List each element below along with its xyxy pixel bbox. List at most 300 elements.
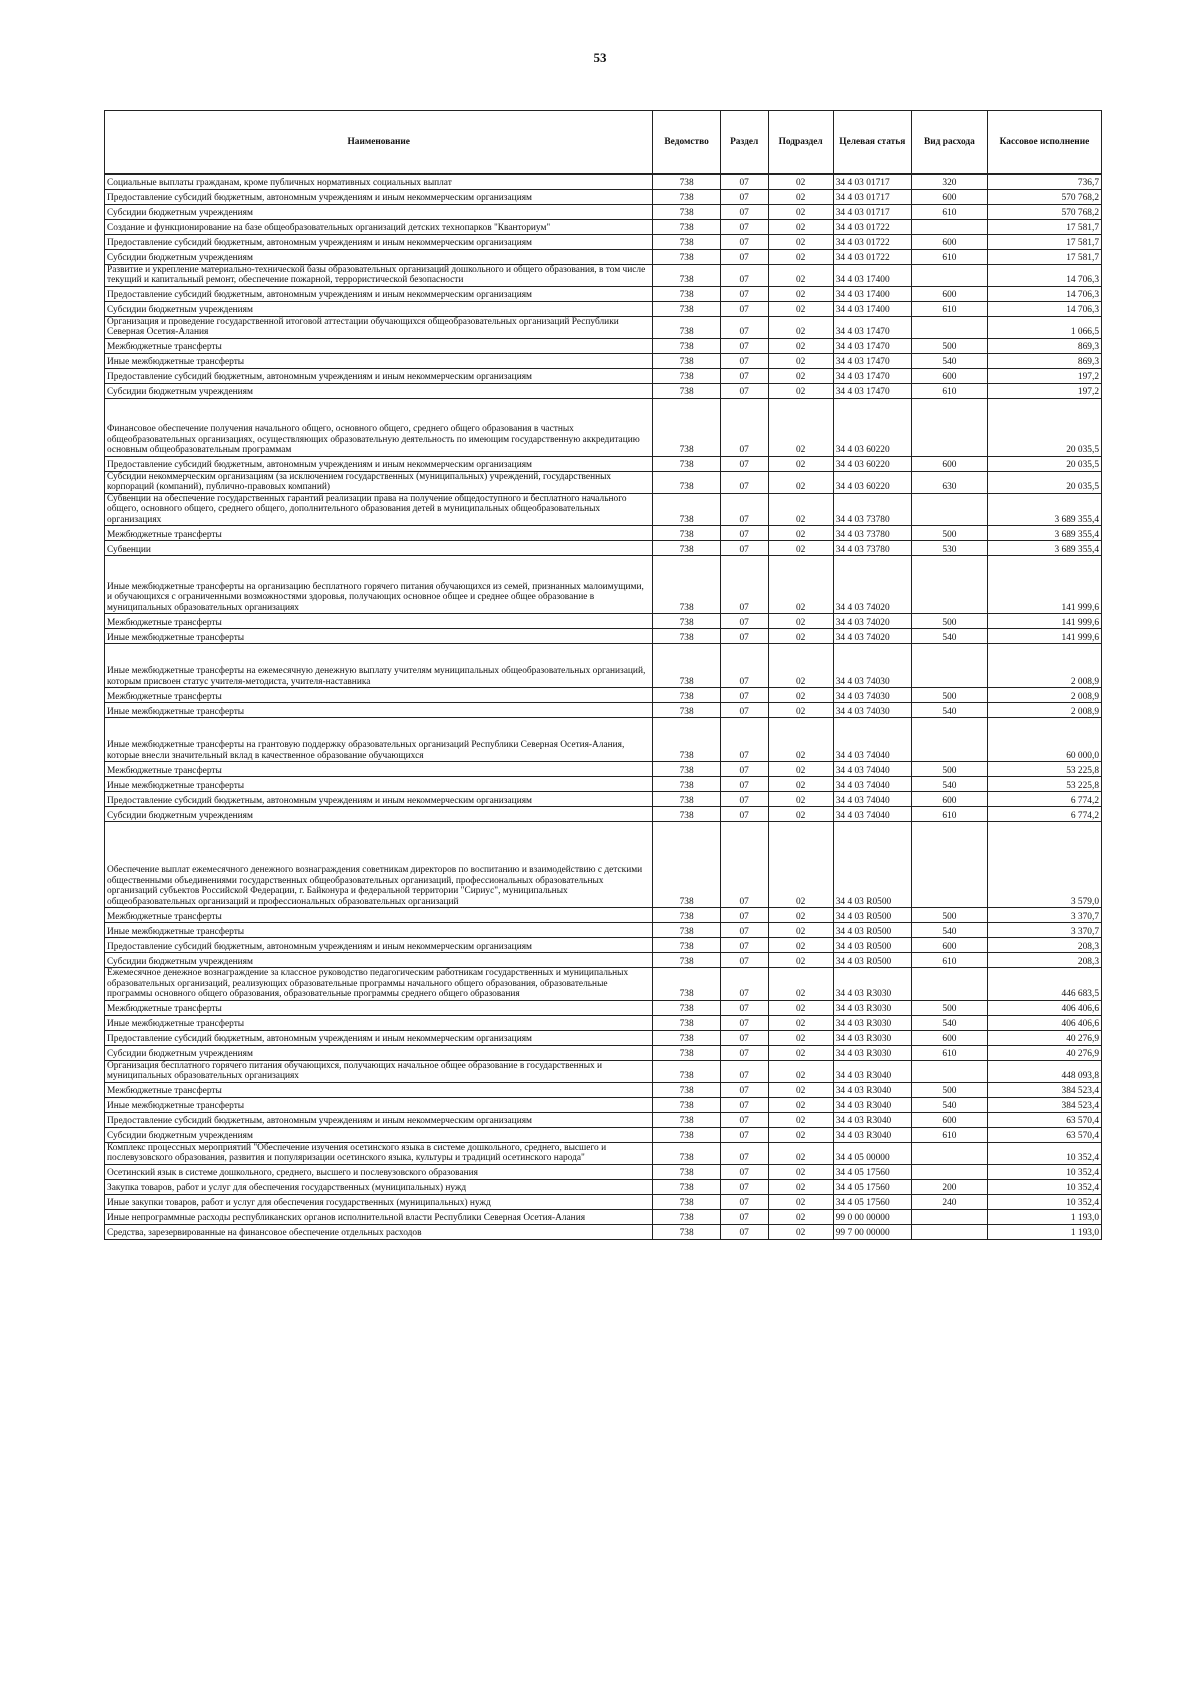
row-subsection-cell: 02 bbox=[768, 1030, 833, 1045]
row-dept-cell: 738 bbox=[653, 1127, 720, 1142]
row-name-cell: Межбюджетные трансферты bbox=[105, 526, 653, 541]
row-name-cell: Создание и функционирование на базе общеобразовательных организаций детских технопарков "Кванториум" bbox=[105, 219, 653, 234]
row-subsection-cell: 02 bbox=[768, 923, 833, 938]
row-subsection-cell: 02 bbox=[768, 968, 833, 1001]
row-expense-type-cell bbox=[911, 1165, 987, 1180]
row-section-cell: 07 bbox=[720, 1112, 768, 1127]
row-target-cell: 34 4 03 17470 bbox=[833, 316, 911, 338]
row-expense-type-cell: 610 bbox=[911, 1045, 987, 1060]
row-section-cell: 07 bbox=[720, 1000, 768, 1015]
table-row bbox=[105, 1225, 1102, 1240]
row-name-cell: Иные межбюджетные трансферты bbox=[105, 1097, 653, 1112]
table-row bbox=[105, 541, 1102, 556]
row-section-cell: 07 bbox=[720, 1082, 768, 1097]
row-dept-cell: 738 bbox=[653, 1030, 720, 1045]
row-subsection-cell: 02 bbox=[768, 264, 833, 286]
row-dept-cell: 738 bbox=[653, 1097, 720, 1112]
row-target-cell: 34 4 05 00000 bbox=[833, 1142, 911, 1164]
header-expense-type: Вид расхода bbox=[911, 111, 987, 175]
row-dept-cell: 738 bbox=[653, 189, 720, 204]
row-section-cell: 07 bbox=[720, 471, 768, 493]
row-section-cell: 07 bbox=[720, 1195, 768, 1210]
row-name-cell: Субвенции на обеспечение государственных гарантий реализации права на получение общедоступного и бесплатного начального общего, основного общего, среднего общего, дополнительного образования детей в муниципальных общеобразовательных организациях bbox=[105, 493, 653, 526]
row-expense-type-cell: 500 bbox=[911, 1082, 987, 1097]
row-dept-cell: 738 bbox=[653, 556, 720, 614]
row-name-cell: Межбюджетные трансферты bbox=[105, 1000, 653, 1015]
row-dept-cell: 738 bbox=[653, 1112, 720, 1127]
row-expense-type-cell: 610 bbox=[911, 1127, 987, 1142]
row-dept-cell: 738 bbox=[653, 1060, 720, 1082]
row-subsection-cell: 02 bbox=[768, 398, 833, 456]
row-subsection-cell: 02 bbox=[768, 301, 833, 316]
row-expense-type-cell bbox=[911, 1225, 987, 1240]
row-section-cell: 07 bbox=[720, 189, 768, 204]
row-subsection-cell: 02 bbox=[768, 556, 833, 614]
row-dept-cell: 738 bbox=[653, 286, 720, 301]
row-subsection-cell: 02 bbox=[768, 316, 833, 338]
row-expense-type-cell: 500 bbox=[911, 338, 987, 353]
row-target-cell: 34 4 03 17400 bbox=[833, 301, 911, 316]
row-name-cell: Иные межбюджетные трансферты bbox=[105, 629, 653, 644]
row-expense-type-cell bbox=[911, 644, 987, 688]
row-name-cell: Предоставление субсидий бюджетным, автономным учреждениям и иным некоммерческим организациям bbox=[105, 792, 653, 807]
budget-table bbox=[104, 110, 1102, 1240]
row-section-cell: 07 bbox=[720, 526, 768, 541]
row-amount-cell: 1 193,0 bbox=[987, 1225, 1101, 1240]
row-target-cell: 34 4 03 74040 bbox=[833, 718, 911, 762]
row-amount-cell: 40 276,9 bbox=[987, 1030, 1101, 1045]
row-section-cell: 07 bbox=[720, 1127, 768, 1142]
row-section-cell: 07 bbox=[720, 1097, 768, 1112]
row-expense-type-cell bbox=[911, 219, 987, 234]
row-expense-type-cell: 200 bbox=[911, 1180, 987, 1195]
row-expense-type-cell: 500 bbox=[911, 614, 987, 629]
row-subsection-cell: 02 bbox=[768, 822, 833, 908]
row-name-cell: Средства, зарезервированные на финансовое обеспечение отдельных расходов bbox=[105, 1225, 653, 1240]
table-row bbox=[105, 249, 1102, 264]
row-subsection-cell: 02 bbox=[768, 777, 833, 792]
row-name-cell: Предоставление субсидий бюджетным, автономным учреждениям и иным некоммерческим организациям bbox=[105, 286, 653, 301]
row-subsection-cell: 02 bbox=[768, 718, 833, 762]
table-row bbox=[105, 1060, 1102, 1082]
row-subsection-cell: 02 bbox=[768, 908, 833, 923]
row-name-cell: Социальные выплаты гражданам, кроме публичных нормативных социальных выплат bbox=[105, 174, 653, 189]
row-target-cell: 34 4 03 R3030 bbox=[833, 1030, 911, 1045]
row-section-cell: 07 bbox=[720, 1030, 768, 1045]
row-dept-cell: 738 bbox=[653, 777, 720, 792]
row-section-cell: 07 bbox=[720, 938, 768, 953]
row-dept-cell: 738 bbox=[653, 204, 720, 219]
row-target-cell: 34 4 05 17560 bbox=[833, 1165, 911, 1180]
row-section-cell: 07 bbox=[720, 541, 768, 556]
row-expense-type-cell: 500 bbox=[911, 526, 987, 541]
row-amount-cell: 197,2 bbox=[987, 383, 1101, 398]
row-subsection-cell: 02 bbox=[768, 1127, 833, 1142]
row-section-cell: 07 bbox=[720, 1165, 768, 1180]
row-name-cell: Осетинский язык в системе дошкольного, среднего, высшего и послевузовского образования bbox=[105, 1165, 653, 1180]
row-expense-type-cell bbox=[911, 556, 987, 614]
row-expense-type-cell: 600 bbox=[911, 938, 987, 953]
row-section-cell: 07 bbox=[720, 822, 768, 908]
row-name-cell: Межбюджетные трансферты bbox=[105, 908, 653, 923]
row-section-cell: 07 bbox=[720, 792, 768, 807]
table-row bbox=[105, 629, 1102, 644]
row-dept-cell: 738 bbox=[653, 338, 720, 353]
row-subsection-cell: 02 bbox=[768, 368, 833, 383]
row-subsection-cell: 02 bbox=[768, 1225, 833, 1240]
row-dept-cell: 738 bbox=[653, 1210, 720, 1225]
row-amount-cell: 869,3 bbox=[987, 353, 1101, 368]
row-target-cell: 34 4 03 R3030 bbox=[833, 1045, 911, 1060]
row-amount-cell: 14 706,3 bbox=[987, 286, 1101, 301]
row-amount-cell: 2 008,9 bbox=[987, 688, 1101, 703]
row-name-cell: Субсидии бюджетным учреждениям bbox=[105, 953, 653, 968]
row-target-cell: 34 4 03 74020 bbox=[833, 614, 911, 629]
row-name-cell: Иные межбюджетные трансферты на организацию бесплатного горячего питания обучающихся из семей, признанных малоимущими, и обучающихся с ограниченными возможностями здоровья, получающих основное общее и среднее общее образование в муниципальных образовательных организациях bbox=[105, 556, 653, 614]
row-dept-cell: 738 bbox=[653, 383, 720, 398]
row-amount-cell: 869,3 bbox=[987, 338, 1101, 353]
row-dept-cell: 738 bbox=[653, 688, 720, 703]
row-dept-cell: 738 bbox=[653, 353, 720, 368]
row-section-cell: 07 bbox=[720, 1210, 768, 1225]
row-expense-type-cell bbox=[911, 1142, 987, 1164]
row-amount-cell: 197,2 bbox=[987, 368, 1101, 383]
row-target-cell: 34 4 03 60220 bbox=[833, 471, 911, 493]
row-section-cell: 07 bbox=[720, 644, 768, 688]
row-dept-cell: 738 bbox=[653, 1225, 720, 1240]
row-amount-cell: 60 000,0 bbox=[987, 718, 1101, 762]
row-section-cell: 07 bbox=[720, 718, 768, 762]
row-target-cell: 34 4 03 74030 bbox=[833, 703, 911, 718]
table-row bbox=[105, 807, 1102, 822]
row-section-cell: 07 bbox=[720, 923, 768, 938]
row-expense-type-cell bbox=[911, 316, 987, 338]
row-dept-cell: 738 bbox=[653, 1142, 720, 1164]
row-section-cell: 07 bbox=[720, 383, 768, 398]
row-name-cell: Иные межбюджетные трансферты на грантовую поддержку образовательных организаций Республики Северная Осетия-Алания, которые внесли значительный вклад в качественное образование обучающихся bbox=[105, 718, 653, 762]
row-subsection-cell: 02 bbox=[768, 1097, 833, 1112]
row-amount-cell: 17 581,7 bbox=[987, 249, 1101, 264]
row-section-cell: 07 bbox=[720, 368, 768, 383]
row-target-cell: 34 4 03 R3040 bbox=[833, 1127, 911, 1142]
row-amount-cell: 20 035,5 bbox=[987, 456, 1101, 471]
row-subsection-cell: 02 bbox=[768, 541, 833, 556]
table-row bbox=[105, 822, 1102, 908]
row-name-cell: Субсидии бюджетным учреждениям bbox=[105, 383, 653, 398]
row-subsection-cell: 02 bbox=[768, 471, 833, 493]
row-subsection-cell: 02 bbox=[768, 286, 833, 301]
row-target-cell: 99 7 00 00000 bbox=[833, 1225, 911, 1240]
row-subsection-cell: 02 bbox=[768, 353, 833, 368]
row-expense-type-cell: 540 bbox=[911, 777, 987, 792]
row-dept-cell: 738 bbox=[653, 456, 720, 471]
row-dept-cell: 738 bbox=[653, 908, 720, 923]
row-dept-cell: 738 bbox=[653, 629, 720, 644]
row-subsection-cell: 02 bbox=[768, 1045, 833, 1060]
row-section-cell: 07 bbox=[720, 556, 768, 614]
row-name-cell: Субсидии бюджетным учреждениям bbox=[105, 204, 653, 219]
row-name-cell: Комплекс процессных мероприятий "Обеспечение изучения осетинского языка в системе дошкольного, среднего, высшего и послевузовского образования, развития и популяризации осетинского языка, культуры и традиций осетинского народа" bbox=[105, 1142, 653, 1164]
row-dept-cell: 738 bbox=[653, 316, 720, 338]
row-expense-type-cell: 600 bbox=[911, 286, 987, 301]
row-target-cell: 34 4 03 R0500 bbox=[833, 908, 911, 923]
row-section-cell: 07 bbox=[720, 204, 768, 219]
row-target-cell: 34 4 03 73780 bbox=[833, 526, 911, 541]
row-name-cell: Субвенции bbox=[105, 541, 653, 556]
row-expense-type-cell: 600 bbox=[911, 792, 987, 807]
row-dept-cell: 738 bbox=[653, 1015, 720, 1030]
row-dept-cell: 738 bbox=[653, 953, 720, 968]
row-name-cell: Финансовое обеспечение получения начального общего, основного общего, среднего общего образования в частных общеобразовательных организациях, осуществляющих образовательную деятельность по имеющим государственную аккредитацию основным общеобразовательным программам bbox=[105, 398, 653, 456]
row-expense-type-cell bbox=[911, 968, 987, 1001]
row-name-cell: Предоставление субсидий бюджетным, автономным учреждениям и иным некоммерческим организациям bbox=[105, 1030, 653, 1045]
row-target-cell: 34 4 03 R0500 bbox=[833, 923, 911, 938]
row-section-cell: 07 bbox=[720, 456, 768, 471]
row-dept-cell: 738 bbox=[653, 792, 720, 807]
table-row bbox=[105, 688, 1102, 703]
row-expense-type-cell: 610 bbox=[911, 953, 987, 968]
row-expense-type-cell bbox=[911, 822, 987, 908]
row-dept-cell: 738 bbox=[653, 1082, 720, 1097]
row-section-cell: 07 bbox=[720, 264, 768, 286]
row-amount-cell: 446 683,5 bbox=[987, 968, 1101, 1001]
row-target-cell: 34 4 03 R0500 bbox=[833, 953, 911, 968]
row-target-cell: 34 4 03 R0500 bbox=[833, 822, 911, 908]
table-row bbox=[105, 792, 1102, 807]
row-subsection-cell: 02 bbox=[768, 219, 833, 234]
row-expense-type-cell: 610 bbox=[911, 249, 987, 264]
row-dept-cell: 738 bbox=[653, 1165, 720, 1180]
row-amount-cell: 448 093,8 bbox=[987, 1060, 1101, 1082]
row-amount-cell: 53 225,8 bbox=[987, 777, 1101, 792]
row-section-cell: 07 bbox=[720, 1060, 768, 1082]
row-amount-cell: 3 370,7 bbox=[987, 923, 1101, 938]
row-expense-type-cell: 540 bbox=[911, 353, 987, 368]
row-expense-type-cell bbox=[911, 264, 987, 286]
row-section-cell: 07 bbox=[720, 316, 768, 338]
row-expense-type-cell: 540 bbox=[911, 703, 987, 718]
row-subsection-cell: 02 bbox=[768, 189, 833, 204]
row-target-cell: 34 4 03 R3030 bbox=[833, 1000, 911, 1015]
row-dept-cell: 738 bbox=[653, 1180, 720, 1195]
row-amount-cell: 3 689 355,4 bbox=[987, 526, 1101, 541]
row-target-cell: 34 4 03 74040 bbox=[833, 762, 911, 777]
table-row bbox=[105, 286, 1102, 301]
row-dept-cell: 738 bbox=[653, 541, 720, 556]
header-section: Раздел bbox=[720, 111, 768, 175]
row-subsection-cell: 02 bbox=[768, 1112, 833, 1127]
row-expense-type-cell: 600 bbox=[911, 456, 987, 471]
row-expense-type-cell: 600 bbox=[911, 368, 987, 383]
row-name-cell: Развитие и укрепление материально-технической базы образовательных организаций дошкольного и общего образования, в том числе текущий и капитальный ремонт, обеспечение пожарной, террористической безопасности bbox=[105, 264, 653, 286]
row-amount-cell: 208,3 bbox=[987, 938, 1101, 953]
row-amount-cell: 3 579,0 bbox=[987, 822, 1101, 908]
table-row bbox=[105, 938, 1102, 953]
row-dept-cell: 738 bbox=[653, 234, 720, 249]
row-expense-type-cell: 600 bbox=[911, 1112, 987, 1127]
table-row bbox=[105, 471, 1102, 493]
row-dept-cell: 738 bbox=[653, 822, 720, 908]
row-expense-type-cell bbox=[911, 1210, 987, 1225]
table-row bbox=[105, 953, 1102, 968]
row-amount-cell: 10 352,4 bbox=[987, 1180, 1101, 1195]
row-dept-cell: 738 bbox=[653, 718, 720, 762]
row-amount-cell: 10 352,4 bbox=[987, 1195, 1101, 1210]
row-section-cell: 07 bbox=[720, 968, 768, 1001]
row-name-cell: Предоставление субсидий бюджетным, автономным учреждениям и иным некоммерческим организациям bbox=[105, 938, 653, 953]
row-dept-cell: 738 bbox=[653, 526, 720, 541]
row-target-cell: 34 4 03 01722 bbox=[833, 219, 911, 234]
table-row bbox=[105, 301, 1102, 316]
table-row bbox=[105, 456, 1102, 471]
row-subsection-cell: 02 bbox=[768, 688, 833, 703]
row-name-cell: Иные межбюджетные трансферты bbox=[105, 777, 653, 792]
row-name-cell: Иные непрограммные расходы республиканских органов исполнительной власти Республики Северная Осетия-Алания bbox=[105, 1210, 653, 1225]
table-row bbox=[105, 526, 1102, 541]
row-subsection-cell: 02 bbox=[768, 614, 833, 629]
row-expense-type-cell bbox=[911, 718, 987, 762]
row-name-cell: Межбюджетные трансферты bbox=[105, 1082, 653, 1097]
row-expense-type-cell: 600 bbox=[911, 189, 987, 204]
row-section-cell: 07 bbox=[720, 807, 768, 822]
row-amount-cell: 63 570,4 bbox=[987, 1112, 1101, 1127]
row-amount-cell: 3 689 355,4 bbox=[987, 493, 1101, 526]
row-section-cell: 07 bbox=[720, 762, 768, 777]
page-number: 53 bbox=[593, 50, 607, 65]
row-subsection-cell: 02 bbox=[768, 1165, 833, 1180]
row-section-cell: 07 bbox=[720, 1142, 768, 1164]
row-expense-type-cell: 600 bbox=[911, 234, 987, 249]
row-section-cell: 07 bbox=[720, 1045, 768, 1060]
table-body bbox=[105, 174, 1102, 1240]
row-name-cell: Предоставление субсидий бюджетным, автономным учреждениям и иным некоммерческим организациям bbox=[105, 1112, 653, 1127]
table-row bbox=[105, 353, 1102, 368]
row-target-cell: 34 4 03 R3030 bbox=[833, 968, 911, 1001]
row-subsection-cell: 02 bbox=[768, 807, 833, 822]
table-row bbox=[105, 316, 1102, 338]
row-subsection-cell: 02 bbox=[768, 792, 833, 807]
row-dept-cell: 738 bbox=[653, 249, 720, 264]
row-name-cell: Межбюджетные трансферты bbox=[105, 762, 653, 777]
table-row bbox=[105, 174, 1102, 189]
row-target-cell: 34 4 03 60220 bbox=[833, 398, 911, 456]
row-dept-cell: 738 bbox=[653, 703, 720, 718]
table-row bbox=[105, 614, 1102, 629]
row-expense-type-cell: 610 bbox=[911, 383, 987, 398]
row-target-cell: 34 4 03 74030 bbox=[833, 688, 911, 703]
row-target-cell: 34 4 03 R3040 bbox=[833, 1082, 911, 1097]
row-amount-cell: 17 581,7 bbox=[987, 234, 1101, 249]
row-section-cell: 07 bbox=[720, 234, 768, 249]
row-expense-type-cell: 540 bbox=[911, 629, 987, 644]
row-target-cell: 34 4 03 R3030 bbox=[833, 1015, 911, 1030]
table-row bbox=[105, 1112, 1102, 1127]
row-subsection-cell: 02 bbox=[768, 1180, 833, 1195]
table-row bbox=[105, 908, 1102, 923]
row-section-cell: 07 bbox=[720, 1180, 768, 1195]
row-expense-type-cell: 500 bbox=[911, 688, 987, 703]
row-name-cell: Субсидии некоммерческим организациям (за исключением государственных (муниципальных) учреждений, государственных корпораций (компаний), публично-правовых компаний) bbox=[105, 471, 653, 493]
row-section-cell: 07 bbox=[720, 493, 768, 526]
row-subsection-cell: 02 bbox=[768, 762, 833, 777]
row-amount-cell: 2 008,9 bbox=[987, 703, 1101, 718]
table-row bbox=[105, 1180, 1102, 1195]
row-section-cell: 07 bbox=[720, 614, 768, 629]
table-row bbox=[105, 1142, 1102, 1164]
table-row bbox=[105, 234, 1102, 249]
row-target-cell: 34 4 03 60220 bbox=[833, 456, 911, 471]
row-name-cell: Ежемесячное денежное вознаграждение за классное руководство педагогическим работникам государственных и муниципальных образовательных организаций, реализующих образовательные программы начального общего образования, образовательные программы основного общего образования, образовательные программы среднего общего образования bbox=[105, 968, 653, 1001]
row-dept-cell: 738 bbox=[653, 762, 720, 777]
row-section-cell: 07 bbox=[720, 629, 768, 644]
row-name-cell: Межбюджетные трансферты bbox=[105, 614, 653, 629]
row-expense-type-cell: 240 bbox=[911, 1195, 987, 1210]
row-name-cell: Иные межбюджетные трансферты bbox=[105, 1015, 653, 1030]
table-row bbox=[105, 204, 1102, 219]
row-name-cell: Иные межбюджетные трансферты bbox=[105, 353, 653, 368]
row-target-cell: 34 4 03 73780 bbox=[833, 493, 911, 526]
row-section-cell: 07 bbox=[720, 174, 768, 189]
row-name-cell: Иные межбюджетные трансферты bbox=[105, 703, 653, 718]
row-target-cell: 34 4 03 R0500 bbox=[833, 938, 911, 953]
row-subsection-cell: 02 bbox=[768, 629, 833, 644]
row-section-cell: 07 bbox=[720, 688, 768, 703]
row-name-cell: Межбюджетные трансферты bbox=[105, 688, 653, 703]
row-target-cell: 34 4 03 74020 bbox=[833, 629, 911, 644]
table-row bbox=[105, 1000, 1102, 1015]
row-section-cell: 07 bbox=[720, 219, 768, 234]
table-row bbox=[105, 219, 1102, 234]
row-expense-type-cell bbox=[911, 493, 987, 526]
row-amount-cell: 406 406,6 bbox=[987, 1015, 1101, 1030]
row-expense-type-cell: 610 bbox=[911, 301, 987, 316]
row-amount-cell: 570 768,2 bbox=[987, 189, 1101, 204]
row-dept-cell: 738 bbox=[653, 938, 720, 953]
row-amount-cell: 1 066,5 bbox=[987, 316, 1101, 338]
row-section-cell: 07 bbox=[720, 777, 768, 792]
row-amount-cell: 1 193,0 bbox=[987, 1210, 1101, 1225]
table-row bbox=[105, 383, 1102, 398]
row-dept-cell: 738 bbox=[653, 807, 720, 822]
row-expense-type-cell: 600 bbox=[911, 1030, 987, 1045]
table-row bbox=[105, 644, 1102, 688]
row-section-cell: 07 bbox=[720, 338, 768, 353]
row-amount-cell: 141 999,6 bbox=[987, 556, 1101, 614]
row-name-cell: Предоставление субсидий бюджетным, автономным учреждениям и иным некоммерческим организациям bbox=[105, 234, 653, 249]
row-amount-cell: 40 276,9 bbox=[987, 1045, 1101, 1060]
row-dept-cell: 738 bbox=[653, 471, 720, 493]
row-name-cell: Межбюджетные трансферты bbox=[105, 338, 653, 353]
row-amount-cell: 6 774,2 bbox=[987, 807, 1101, 822]
row-expense-type-cell: 500 bbox=[911, 762, 987, 777]
row-section-cell: 07 bbox=[720, 703, 768, 718]
row-target-cell: 34 4 03 01717 bbox=[833, 189, 911, 204]
row-target-cell: 34 4 03 R3040 bbox=[833, 1112, 911, 1127]
row-subsection-cell: 02 bbox=[768, 1210, 833, 1225]
table-row bbox=[105, 968, 1102, 1001]
row-amount-cell: 208,3 bbox=[987, 953, 1101, 968]
row-subsection-cell: 02 bbox=[768, 1142, 833, 1164]
table-row bbox=[105, 1015, 1102, 1030]
header-subsection: Подраздел bbox=[768, 111, 833, 175]
row-amount-cell: 14 706,3 bbox=[987, 301, 1101, 316]
row-dept-cell: 738 bbox=[653, 1195, 720, 1210]
row-target-cell: 34 4 03 17470 bbox=[833, 368, 911, 383]
row-target-cell: 34 4 05 17560 bbox=[833, 1180, 911, 1195]
row-subsection-cell: 02 bbox=[768, 338, 833, 353]
row-subsection-cell: 02 bbox=[768, 1060, 833, 1082]
table-row bbox=[105, 493, 1102, 526]
